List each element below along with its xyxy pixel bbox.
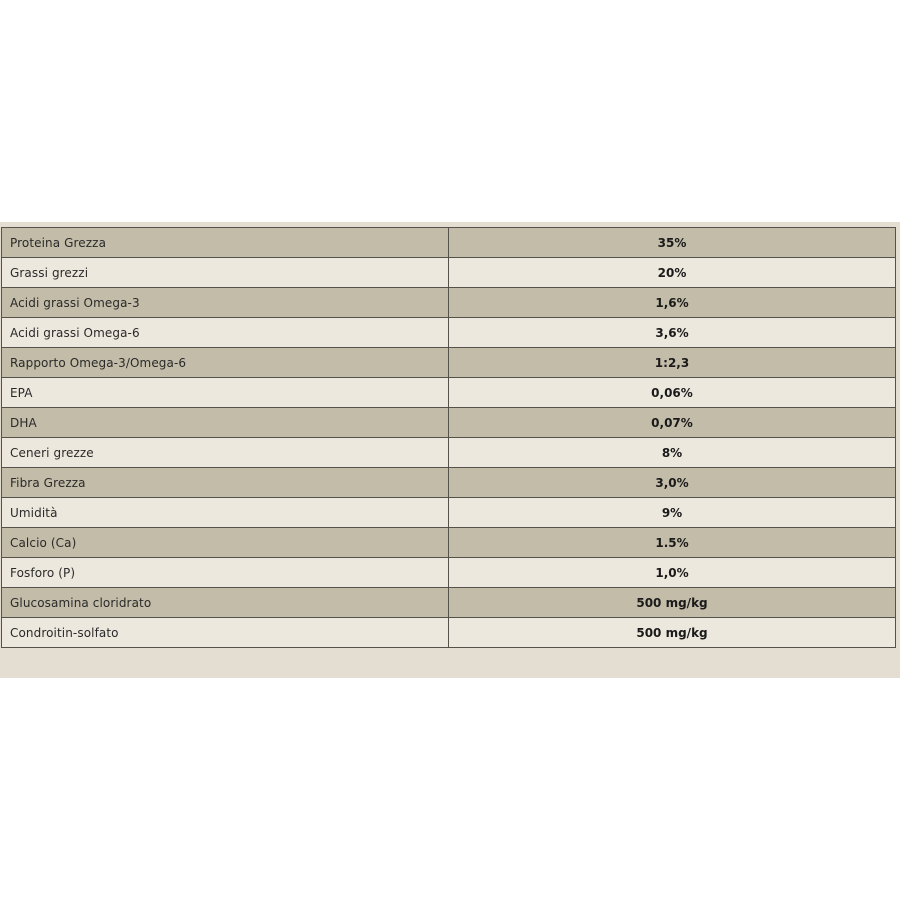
- nutrient-label: Acidi grassi Omega-3: [2, 288, 449, 318]
- nutrient-value: 1,0%: [449, 558, 896, 588]
- nutrient-value: 3,6%: [449, 318, 896, 348]
- nutrient-label: Calcio (Ca): [2, 528, 449, 558]
- table-row: [2, 318, 896, 348]
- nutrient-value: 8%: [449, 438, 896, 468]
- table-row: [2, 258, 896, 288]
- table-row: [2, 378, 896, 408]
- nutrition-table: [1, 227, 896, 648]
- nutrient-label: Proteina Grezza: [2, 228, 449, 258]
- nutrient-value: 1.5%: [449, 528, 896, 558]
- nutrient-label: Fibra Grezza: [2, 468, 449, 498]
- table-row: [2, 618, 896, 648]
- nutrient-value: 1:2,3: [449, 348, 896, 378]
- nutrient-label: Rapporto Omega-3/Omega-6: [2, 348, 449, 378]
- table-row: [2, 528, 896, 558]
- nutrient-label: Fosforo (P): [2, 558, 449, 588]
- table-row: [2, 468, 896, 498]
- nutrient-value: 500 mg/kg: [449, 588, 896, 618]
- nutrient-label: Acidi grassi Omega-6: [2, 318, 449, 348]
- nutrient-value: 1,6%: [449, 288, 896, 318]
- nutrient-label: Grassi grezzi: [2, 258, 449, 288]
- table-row: [2, 348, 896, 378]
- nutrient-label: EPA: [2, 378, 449, 408]
- nutrient-value: 0,06%: [449, 378, 896, 408]
- nutrient-label: Condroitin-solfato: [2, 618, 449, 648]
- table-row: [2, 408, 896, 438]
- nutrient-label: Ceneri grezze: [2, 438, 449, 468]
- nutrient-value: 9%: [449, 498, 896, 528]
- nutrient-value: 35%: [449, 228, 896, 258]
- table-row: [2, 228, 896, 258]
- table-row: [2, 588, 896, 618]
- table-row: [2, 288, 896, 318]
- nutrition-table-frame: [0, 222, 900, 678]
- table-row: [2, 438, 896, 468]
- nutrient-value: 20%: [449, 258, 896, 288]
- nutrient-label: DHA: [2, 408, 449, 438]
- table-row: [2, 498, 896, 528]
- nutrient-value: 3,0%: [449, 468, 896, 498]
- nutrient-value: 0,07%: [449, 408, 896, 438]
- nutrient-label: Umidità: [2, 498, 449, 528]
- nutrient-value: 500 mg/kg: [449, 618, 896, 648]
- nutrient-label: Glucosamina cloridrato: [2, 588, 449, 618]
- table-row: [2, 558, 896, 588]
